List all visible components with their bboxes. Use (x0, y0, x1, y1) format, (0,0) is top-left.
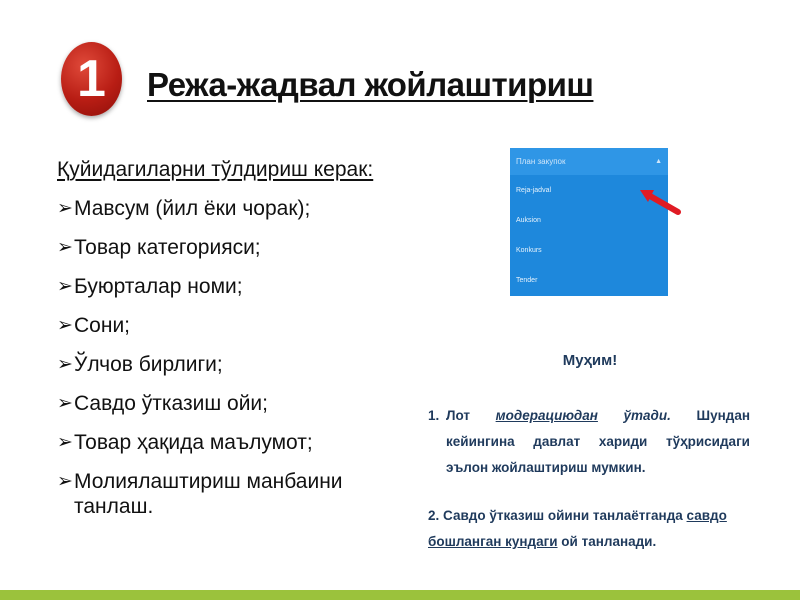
list-item: ➢ Товар ҳақида маълумот; (57, 431, 313, 454)
menu-item-reja-jadval[interactable]: Reja-jadval (516, 186, 552, 194)
arrow-bullet-icon: ➢ (57, 354, 73, 375)
list-item: ➢ Мавсум (йил ёки чорак); (57, 197, 311, 220)
badge-number: 1 (77, 50, 106, 108)
arrow-bullet-icon: ➢ (57, 432, 73, 453)
arrow-bullet-icon: ➢ (57, 315, 73, 336)
list-item: ➢ Буюрталар номи; (57, 275, 243, 298)
bottom-accent-bar (0, 590, 800, 600)
list-intro: Қуйидагиларни тўлдириш керак: (57, 158, 374, 181)
menu-item-konkurs[interactable]: Konkurs (516, 246, 542, 254)
underlined-phrase: савдо бошланган кундаги (428, 508, 727, 549)
notice-block (428, 403, 750, 555)
slide-title: Режа-жадвал жойлаштириш (147, 66, 594, 103)
arrow-bullet-icon: ➢ (57, 471, 73, 492)
list-item: ➢ Товар категорияси; (57, 236, 261, 259)
notice-item-1: 1. Лот модерациюдан ўтади. Шундан кейингина давлат хариди тўҳрисидаги эълон жойлаштириш мумкин. (428, 408, 750, 475)
menu-header[interactable] (510, 148, 668, 175)
menu-item-tender[interactable]: Tender (516, 276, 538, 284)
number-badge (61, 42, 122, 116)
arrow-bullet-icon: ➢ (57, 198, 73, 219)
list-item: ➢ Савдо ўтказиш ойи; (57, 392, 268, 415)
list-item: ➢ Сони; (57, 314, 131, 337)
notice-item-2: 2. Савдо ўтказиш ойини танлаётганда савдо бошланган кундаги ой танланади. (428, 508, 727, 549)
notice-title: Муҳим! (562, 352, 618, 369)
menu-header-label: План закупок (516, 157, 566, 166)
chevron-up-icon: ▲ (655, 158, 662, 165)
list-item: ➢ Ўлчов бирлиги; (57, 353, 223, 376)
list-item: ➢ Молиялаштириш манбаини танлаш. (57, 470, 343, 518)
emphasis-moderation: модерациюдан (495, 408, 598, 423)
arrow-bullet-icon: ➢ (57, 393, 73, 414)
arrow-bullet-icon: ➢ (57, 237, 73, 258)
red-pointer-arrow-icon (636, 186, 682, 218)
arrow-bullet-icon: ➢ (57, 276, 73, 297)
menu-screenshot (510, 148, 668, 296)
menu-item-auksion[interactable]: Auksion (516, 216, 541, 224)
requirements-list (57, 196, 367, 519)
